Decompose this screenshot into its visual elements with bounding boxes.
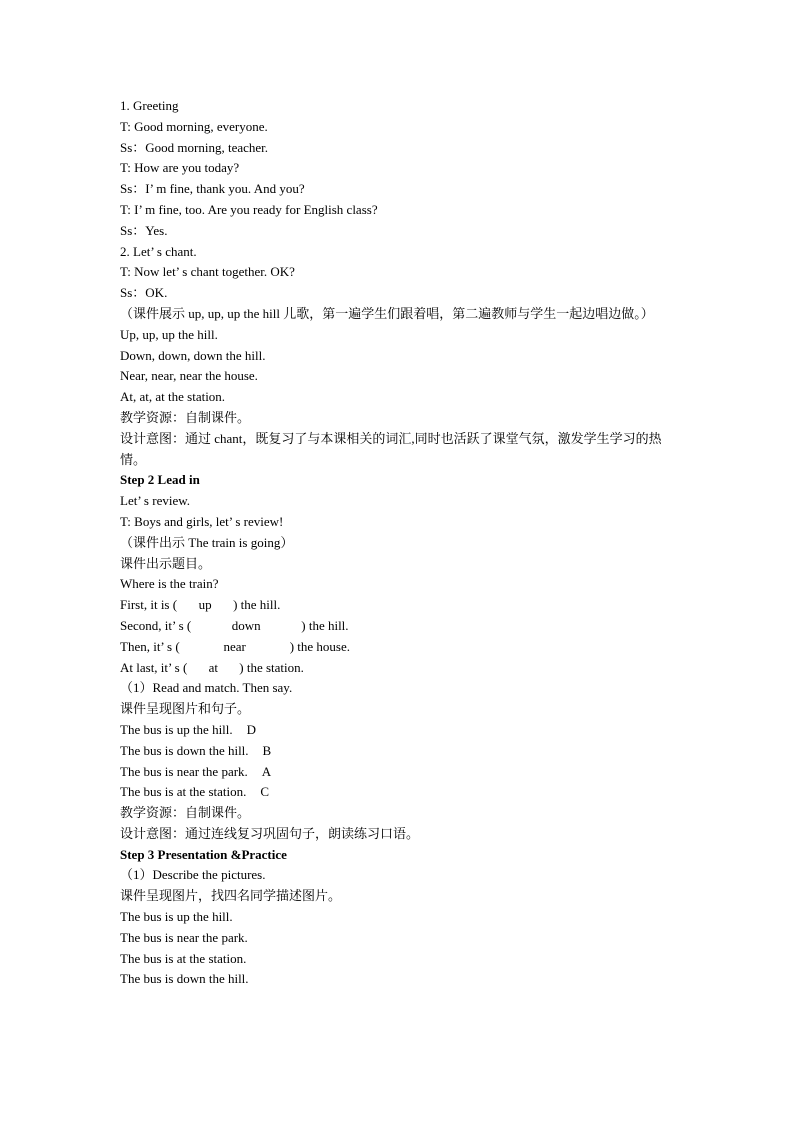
blank-answer: at xyxy=(208,659,218,675)
dialogue-line: Let’ s review. xyxy=(120,493,191,509)
description-line: The bus is down the hill. xyxy=(120,971,249,987)
chant-line: Down, down, down the hill. xyxy=(120,347,266,363)
match-line: The bus is near the park. A xyxy=(120,763,272,779)
match-line: The bus is down the hill. B xyxy=(120,742,272,758)
chant-line: At, at, at the station. xyxy=(120,389,226,405)
fill-blank-line: Second, it’ s ( down ) the hill. xyxy=(120,616,680,637)
dialogue-line: Ss：Yes. xyxy=(120,222,168,238)
lesson-plan-body xyxy=(120,96,680,990)
courseware-note: 课件呈现图片和句子。 xyxy=(120,701,251,717)
chant-line: Near, near, near the house. xyxy=(120,368,258,384)
teaching-resource: 教学资源：自制课件。 xyxy=(120,805,251,821)
courseware-note: 课件呈现图片，找四名同学描述图片。 xyxy=(120,888,342,904)
match-line: The bus is up the hill. D xyxy=(120,721,257,737)
dialogue-line: T: Good morning, everyone. xyxy=(120,118,268,134)
design-intent: 设计意图：通过 chant，既复习了与本课相关的词汇,同时也活跃了课堂气氛，激发学生学习的热情。 xyxy=(120,430,662,467)
match-letter: B xyxy=(262,742,272,758)
design-intent: 设计意图：通过连线复习巩固句子，朗读练习口语。 xyxy=(120,825,420,841)
dialogue-line: T: I’ m fine, too. Are you ready for English class? xyxy=(120,201,378,217)
fill-blank-line: Then, it’ s ( near ) the house. xyxy=(120,637,680,658)
chant-line: Up, up, up the hill. xyxy=(120,326,218,342)
step-3-heading: Step 3 Presentation &Practice xyxy=(120,846,287,862)
match-letter: A xyxy=(261,763,272,779)
fill-blank-line: At last, it’ s ( at ) the station. xyxy=(120,658,680,679)
description-line: The bus is near the park. xyxy=(120,929,248,945)
dialogue-line: Ss：I’ m fine, thank you. And you? xyxy=(120,181,305,197)
courseware-note: （课件展示 up, up, up the hill 儿歌，第一遍学生们跟着唱，第二遍教师与学生一起边唱边做。） xyxy=(120,305,654,321)
activity-heading: （1）Read and match. Then say. xyxy=(120,680,293,696)
step-2-heading: Step 2 Lead in xyxy=(120,472,200,488)
fill-blank-line: First, it is ( up ) the hill. xyxy=(120,595,680,616)
section-greeting-heading: 1. Greeting xyxy=(120,98,179,113)
section-chant-heading: 2. Let’ s chant. xyxy=(120,243,197,259)
match-letter: D xyxy=(246,721,257,737)
match-line: The bus is at the station. C xyxy=(120,784,270,800)
dialogue-line: Ss：Good morning, teacher. xyxy=(120,139,269,155)
dialogue-line: T: How are you today? xyxy=(120,160,240,176)
dialogue-line: Ss：OK. xyxy=(120,285,168,301)
dialogue-line: T: Now let’ s chant together. OK? xyxy=(120,264,295,280)
question-line: Where is the train? xyxy=(120,576,219,592)
activity-heading: （1）Describe the pictures. xyxy=(120,867,266,883)
courseware-note: 课件出示题目。 xyxy=(120,555,212,571)
teaching-resource: 教学资源：自制课件。 xyxy=(120,409,251,425)
match-letter: C xyxy=(260,784,270,800)
blank-answer: down xyxy=(231,617,261,633)
courseware-note: （课件出示 The train is going） xyxy=(120,534,294,550)
blank-answer: up xyxy=(198,597,212,613)
description-line: The bus is up the hill. xyxy=(120,909,233,925)
dialogue-line: T: Boys and girls, let’ s review! xyxy=(120,513,284,529)
description-line: The bus is at the station. xyxy=(120,950,247,966)
blank-answer: near xyxy=(223,638,246,654)
